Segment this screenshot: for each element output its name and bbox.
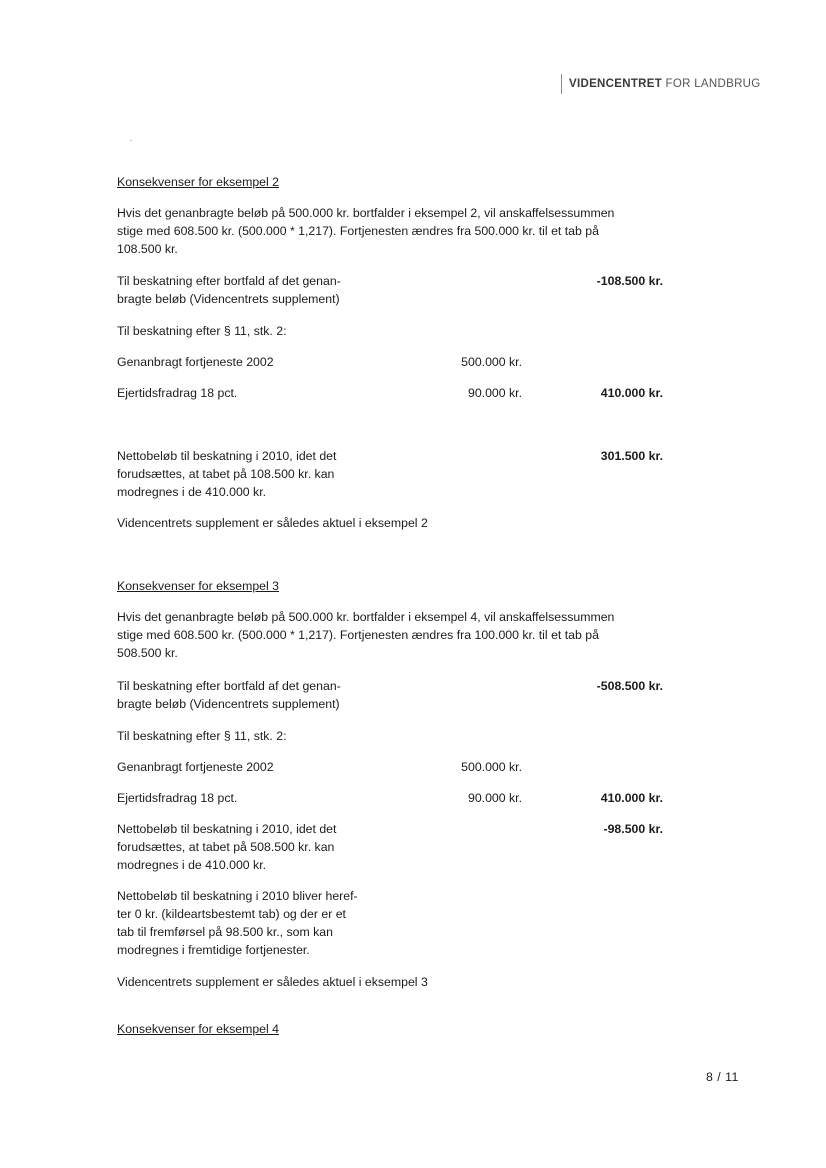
section-3-intro: Hvis det genanbragte beløb på 500.000 kr. bortfalder i eksempel 4, vil anskaffelsessummen stige med 608.500 kr. (500.000 * 1,217). Fortjenesten ændres fra 100.000 kr. til et tab på 508.500 kr. [117,610,615,660]
section-3-conclusion: Videncentrets supplement er således aktuel i eksempel 3 [117,975,428,989]
section-2-row5-label: Nettobeløb til beskatning i 2010, idet det forudsættes, at tabet på 108.500 kr. kan modregnes i de 410.000 kr. [117,449,337,499]
section-2-row4-label: Ejertidsfradrag 18 pct. [117,386,238,400]
section-2-row3-label: Genanbragt fortjeneste 2002 [117,355,274,369]
section-3-row5-label: Nettobeløb til beskatning i 2010, idet det forudsættes, at tabet på 508.500 kr. kan modregnes i de 410.000 kr. [117,822,337,872]
section-3-row5-amount: -98.500 kr. [603,822,663,836]
section-3-row4-label: Ejertidsfradrag 18 pct. [117,791,238,805]
page-number: 8 / 11 [706,1070,739,1084]
scan-speck [130,140,132,141]
section-2-row2-label: Til beskatning efter § 11, stk. 2: [117,324,287,338]
section-3-row1-label: Til beskatning efter bortfald af det genan- bragte beløb (Videncentrets supplement) [117,679,341,711]
section-4-heading: Konsekvenser for eksempel 4 [117,1022,279,1036]
section-3-row2-label: Til beskatning efter § 11, stk. 2: [117,729,287,743]
section-3-heading: Konsekvenser for eksempel 3 [117,579,279,593]
section-2-heading: Konsekvenser for eksempel 2 [117,175,279,189]
section-3-row3-mid: 500.000 kr. [461,760,522,774]
page-header-brand [561,74,761,94]
section-2-row4-mid: 90.000 kr. [467,386,522,400]
brand-name: VIDENCENTRET [569,78,663,90]
brand-suffix: FOR LANDBRUG [662,78,761,90]
section-2-row4-amount: 410.000 kr. [600,386,663,400]
section-2-conclusion: Videncentrets supplement er således aktuel i eksempel 2 [117,516,428,530]
section-2-row3-mid: 500.000 kr. [461,355,522,369]
section-2-row5-amount: 301.500 kr. [600,449,663,463]
section-3-row1-amount: -508.500 kr. [596,679,663,693]
section-2-row1-label: Til beskatning efter bortfald af det genan- bragte beløb (Videncentrets supplement) [117,274,341,306]
section-2-intro: Hvis det genanbragte beløb på 500.000 kr. bortfalder i eksempel 2, vil anskaffelsessummen stige med 608.500 kr. (500.000 * 1,217). Fortjenesten ændres fra 500.000 kr. til et tab på 108.500 kr. [117,206,615,256]
section-3-row4-mid: 90.000 kr. [467,791,522,805]
section-3-row4-amount: 410.000 kr. [600,791,663,805]
section-3-row6-label: Nettobeløb til beskatning i 2010 bliver heref- ter 0 kr. (kildeartsbestemt tab) og der er et tab til fremførsel på 98.500 kr., som kan modregnes i fremtidige fortjenester. [117,889,358,957]
section-3-row3-label: Genanbragt fortjeneste 2002 [117,760,274,774]
section-2-row1-amount: -108.500 kr. [596,274,663,288]
